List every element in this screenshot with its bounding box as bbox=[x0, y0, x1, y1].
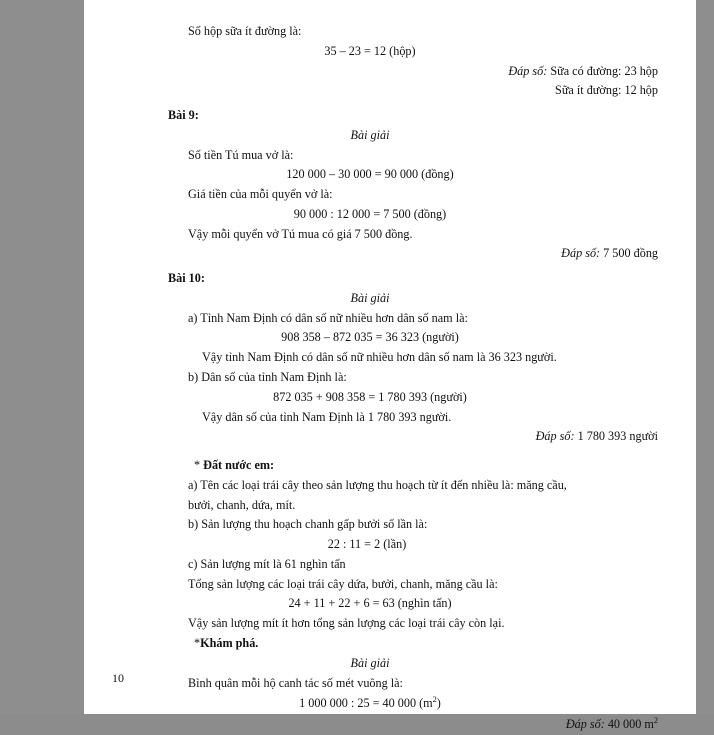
khampha-answer-sup: 2 bbox=[653, 716, 658, 726]
bai10-answer-text: 1 780 393 người bbox=[577, 429, 658, 444]
khampha-calc-sup: 2 bbox=[432, 695, 437, 705]
datnuocem-c-calc: 24 + 11 + 22 + 6 = 63 (nghìn tấn) bbox=[288, 596, 452, 611]
bai9-line3: Vậy mỗi quyển vở Tú mua có giá 7 500 đồng. bbox=[188, 226, 413, 241]
khampha-title bbox=[112, 634, 668, 654]
bai9-line1: Số tiền Tú mua vở là: bbox=[188, 147, 294, 162]
bai9-calc2: 90 000 : 12 000 = 7 500 (đồng) bbox=[293, 206, 447, 221]
datnuocem-c-sum-label: Tổng sản lượng các loại trái cây dứa, bưởi, chanh, măng cầu là: bbox=[188, 576, 498, 591]
khampha-calc bbox=[112, 693, 668, 714]
page-content bbox=[84, 0, 696, 732]
khampha-title-text: Khám phá. bbox=[200, 635, 259, 650]
bai10-a-conclusion: Vậy tỉnh Nam Định có dân số nữ nhiều hơn dân số nam là 36 323 người. bbox=[202, 350, 557, 365]
datnuocem-a-line-2: bưởi, chanh, dứa, mít. bbox=[188, 497, 296, 512]
intro-answer-1 bbox=[112, 62, 668, 82]
bai10-answer bbox=[112, 427, 668, 447]
bai9-answer-label: Đáp số: bbox=[561, 246, 601, 261]
bai10-a-calc: 908 358 – 872 035 = 36 323 (người) bbox=[281, 330, 459, 345]
bai9-solution-label: Bài giải bbox=[350, 127, 390, 142]
bai10-solution-label: Bài giải bbox=[350, 290, 390, 305]
datnuocem-marker: * bbox=[194, 458, 204, 473]
khampha-answer-text: 40 000 m bbox=[607, 717, 654, 732]
datnuocem-b-line: b) Sản lượng thu hoạch chanh gấp bưởi số lần là: bbox=[188, 517, 428, 532]
page-sheet bbox=[84, 0, 696, 732]
page-number: 10 bbox=[112, 671, 124, 685]
bai10-b-calc: 872 035 + 908 358 = 1 780 393 (người) bbox=[273, 389, 467, 404]
bai10-b-conclusion: Vậy dân số của tỉnh Nam Định là 1 780 393 người. bbox=[202, 409, 452, 424]
bai9-answer bbox=[112, 244, 668, 264]
datnuocem-c-line: c) Sản lượng mít là 61 nghìn tấn bbox=[188, 556, 346, 571]
right-gutter bbox=[696, 0, 714, 714]
datnuocem-a-line-1: a) Tên các loại trái cây theo sản lượng thu hoạch từ ít đến nhiều là: măng cầu, bbox=[188, 477, 567, 492]
bai9-title: Bài 9: bbox=[168, 108, 199, 123]
datnuocem-title bbox=[112, 456, 668, 476]
datnuocem-b-calc: 22 : 11 = 2 (lần) bbox=[327, 537, 407, 552]
bai9-calc1: 120 000 – 30 000 = 90 000 (đồng) bbox=[286, 167, 454, 182]
khampha-calc-main: 1 000 000 : 25 = 40 000 (m bbox=[299, 696, 433, 711]
intro-label: Số hộp sữa ít đường là: bbox=[188, 24, 302, 38]
bai10-a-line: a) Tỉnh Nam Định có dân số nữ nhiều hơn dân số nam là: bbox=[188, 310, 468, 325]
left-gutter bbox=[0, 0, 84, 714]
intro-answer-1-text: Sữa có đường: 23 hộp bbox=[550, 63, 658, 78]
intro-answer-label: Đáp số: bbox=[508, 63, 548, 78]
bai9-answer-text: 7 500 đồng bbox=[603, 246, 658, 261]
intro-calc: 35 – 23 = 12 (hộp) bbox=[324, 43, 416, 58]
bai10-b-line: b) Dân số của tỉnh Nam Định là: bbox=[188, 370, 347, 385]
khampha-answer bbox=[112, 714, 668, 735]
bai10-answer-label: Đáp số: bbox=[535, 429, 575, 444]
khampha-line1: Bình quân mỗi hộ canh tác số mét vuông là: bbox=[188, 675, 403, 690]
datnuocem-title-text: Đất nước em: bbox=[203, 458, 275, 473]
datnuocem-c-conclusion: Vậy sản lượng mít ít hơn tổng sản lượng các loại trái cây còn lại. bbox=[188, 616, 505, 631]
khampha-marker: * bbox=[194, 635, 201, 650]
bai10-title: Bài 10: bbox=[168, 271, 205, 286]
bai9-line2: Giá tiền của mỗi quyển vở là: bbox=[188, 187, 333, 202]
khampha-solution-label: Bài giải bbox=[350, 655, 390, 670]
khampha-answer-label: Đáp số: bbox=[565, 717, 605, 732]
khampha-calc-end: ) bbox=[436, 696, 441, 711]
intro-answer-2: Sữa ít đường: 12 hộp bbox=[555, 83, 658, 98]
